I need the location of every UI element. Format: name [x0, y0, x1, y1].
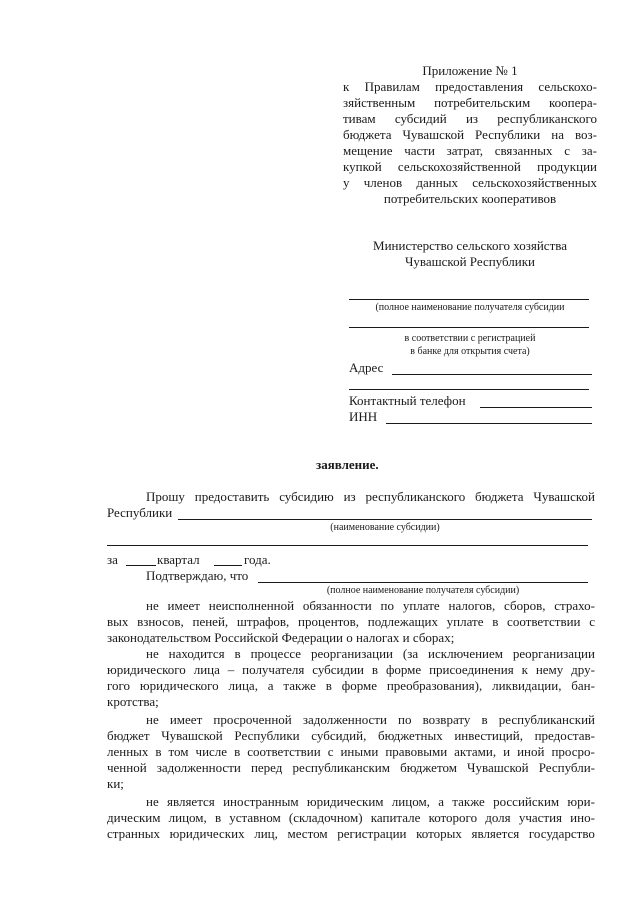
period-za: за	[107, 552, 118, 567]
word: ченной	[107, 760, 147, 775]
word: числе	[195, 744, 228, 759]
word: субсидии	[312, 662, 365, 677]
word: Правилам	[364, 79, 420, 94]
word: подлежащих	[367, 614, 438, 629]
word: не	[146, 712, 159, 727]
word: сборов,	[504, 598, 546, 613]
word: субсидию	[279, 489, 334, 504]
word: форме	[385, 662, 422, 677]
word: из	[343, 489, 356, 504]
word: пеней,	[192, 614, 229, 629]
word: коопера-	[549, 95, 597, 110]
word: правовыми	[385, 744, 448, 759]
justified-line	[343, 159, 597, 175]
word: и	[503, 744, 511, 759]
word: воз-	[574, 127, 597, 142]
word: Чувашской	[161, 728, 223, 743]
statement-heading: заявление.	[316, 457, 379, 472]
word: уплате	[402, 598, 440, 613]
word: предоставить	[194, 489, 270, 504]
appendix-last-line: потребительских кооперативов	[383, 191, 557, 206]
word: –	[227, 662, 235, 677]
word: имеет	[167, 598, 200, 613]
condition-line	[107, 810, 595, 826]
word: субсидий	[394, 111, 447, 126]
word: Чувашской	[402, 127, 465, 142]
word: странных	[107, 826, 161, 841]
word: дическим	[107, 810, 161, 825]
word: бюджета	[475, 489, 524, 504]
justified-line	[343, 79, 597, 95]
word: иной	[517, 744, 545, 759]
word: (складочном)	[288, 810, 363, 825]
word: страхо-	[554, 598, 595, 613]
justified-line	[343, 95, 597, 111]
word: участия	[518, 810, 563, 825]
word: перед	[250, 760, 283, 775]
word: Чувашской	[467, 760, 529, 775]
request-line	[146, 489, 595, 505]
word: находится	[168, 646, 225, 661]
word: преобразования),	[386, 678, 483, 693]
word: а	[438, 794, 444, 809]
word: Чувашской	[533, 489, 595, 504]
word: том	[168, 744, 189, 759]
condition-line	[107, 744, 595, 760]
request-republic-label: Республики	[107, 505, 173, 520]
word: бюджетных	[377, 728, 443, 743]
period-quarter: квартал	[157, 552, 200, 567]
word: из	[465, 111, 479, 126]
word: данных	[416, 175, 458, 190]
condition-line	[107, 678, 595, 694]
phone-field[interactable]	[480, 407, 592, 408]
word: доля	[485, 810, 511, 825]
condition-line	[107, 728, 595, 744]
word: за-	[581, 143, 597, 158]
addressee-line-2: Чувашской Республики	[404, 254, 536, 269]
word: тивам	[343, 111, 376, 126]
recipient-reg-line[interactable]	[349, 327, 589, 328]
word: возврату	[422, 712, 471, 727]
word: соответствии	[247, 744, 321, 759]
word: на	[551, 127, 564, 142]
word: бюджетом	[400, 760, 457, 775]
word: сельскохо-	[538, 79, 597, 94]
word: актами,	[454, 744, 497, 759]
condition-last-line: кротства;	[107, 694, 159, 709]
word: республиканский	[498, 712, 595, 727]
word: членов	[363, 175, 403, 190]
word: части	[404, 143, 435, 158]
recipient-name-caption: (полное наименование получателя субсидии	[375, 302, 565, 313]
word: юридического	[139, 678, 219, 693]
word: лицом,	[391, 794, 430, 809]
word: также	[283, 678, 316, 693]
word: является	[167, 794, 215, 809]
word: в	[492, 614, 499, 629]
word: задолженности	[302, 712, 387, 727]
word: продукции	[537, 159, 597, 174]
word: по	[398, 712, 412, 727]
word: исключением	[428, 646, 503, 661]
word: взносов,	[137, 614, 184, 629]
condition-line	[146, 646, 595, 662]
confirm-caption: (полное наименование получателя субсидии)	[326, 585, 520, 596]
word: в	[155, 744, 162, 759]
period-year: года.	[244, 552, 271, 567]
word: вых	[107, 614, 129, 629]
appendix-title: Приложение № 1	[422, 63, 518, 78]
word: затрат,	[446, 143, 483, 158]
word: в	[481, 712, 488, 727]
justified-line	[343, 127, 597, 143]
word: Республики	[475, 127, 541, 142]
address-field-line-2[interactable]	[349, 389, 589, 390]
word: Прошу	[146, 489, 185, 504]
condition-line	[107, 614, 595, 630]
word: форме	[341, 678, 377, 693]
condition-line	[146, 598, 595, 614]
word: в	[214, 810, 222, 825]
word: к	[521, 662, 528, 677]
addressee-line-1: Министерство сельского хозяйства	[373, 238, 567, 253]
recipient-name-line[interactable]	[349, 299, 589, 300]
year-field[interactable]	[214, 565, 242, 566]
word: которого	[428, 810, 478, 825]
word: которых	[416, 826, 462, 841]
word: лицом,	[168, 810, 207, 825]
word: бан-	[571, 678, 595, 693]
word: предостав-	[534, 728, 595, 743]
word: сельскохозяйственных	[472, 175, 597, 190]
condition-line	[146, 794, 595, 810]
address-label: Адрес	[349, 360, 384, 375]
word: налогов,	[448, 598, 496, 613]
word: присоединения	[429, 662, 514, 677]
subsidy-name-field-line-2[interactable]	[107, 545, 588, 546]
word: имеет	[169, 712, 203, 727]
word: уставном	[229, 810, 281, 825]
word: в	[371, 662, 379, 677]
word: юри-	[567, 794, 595, 809]
word: а	[267, 678, 274, 693]
word: лица,	[228, 678, 258, 693]
word: юридическим	[306, 794, 384, 809]
word: реорганизации	[512, 646, 595, 661]
word: ленных	[107, 744, 149, 759]
word: регистрации	[337, 826, 407, 841]
word: задолженности	[156, 760, 241, 775]
recipient-reg-caption-2: в банке для открытия счета)	[410, 346, 530, 357]
word: просроченной	[213, 712, 292, 727]
condition-line	[107, 662, 595, 678]
word: лица	[193, 662, 220, 677]
word: сельскохозяйственной	[397, 159, 521, 174]
word: получателя	[242, 662, 305, 677]
word: гого	[107, 678, 131, 693]
word: предоставления	[435, 79, 524, 94]
inn-label: ИНН	[349, 409, 378, 424]
word: иностранным	[223, 794, 299, 809]
confirm-label: Подтверждаю, что	[146, 568, 249, 583]
subsidy-name-field[interactable]	[178, 519, 592, 520]
word: не	[146, 646, 159, 661]
word: соответствии	[507, 614, 581, 629]
recipient-reg-caption-1: в соответствии с регистрацией	[404, 333, 536, 344]
word: у	[343, 175, 350, 190]
word: по	[380, 598, 395, 613]
word: российским	[493, 794, 560, 809]
word: государство	[528, 826, 595, 841]
word: зяйственным	[343, 95, 416, 110]
word: капитале	[370, 810, 421, 825]
word: мещение	[343, 143, 393, 158]
word: ликвидации,	[492, 678, 562, 693]
word: Республи-	[538, 760, 595, 775]
word: дру-	[571, 662, 595, 677]
word: бюджета	[343, 127, 392, 142]
condition-last-line: ки;	[107, 776, 124, 791]
word: процентов,	[298, 614, 360, 629]
word: уплате	[446, 614, 484, 629]
word: не	[146, 794, 159, 809]
quarter-field[interactable]	[126, 565, 156, 566]
word: нему	[535, 662, 564, 677]
word: юридического	[107, 662, 186, 677]
word: Республики	[234, 728, 300, 743]
condition-last-line: законодательством Российской Федерации о налогах и сборах;	[107, 630, 455, 645]
word: республиканского	[497, 111, 597, 126]
word: реорганизации	[310, 646, 394, 661]
justified-line	[343, 175, 597, 191]
word: связанных	[494, 143, 553, 158]
word: в	[234, 646, 241, 661]
word: процессе	[250, 646, 302, 661]
justified-line	[343, 111, 597, 127]
word: не	[146, 598, 159, 613]
word: (за	[402, 646, 419, 661]
word: местом	[287, 826, 328, 841]
word: в	[325, 678, 332, 693]
word: республиканского	[365, 489, 466, 504]
justified-line	[343, 143, 597, 159]
word: в	[234, 744, 241, 759]
word: также	[452, 794, 485, 809]
word: является	[471, 826, 520, 841]
word: просро-	[551, 744, 595, 759]
address-field[interactable]	[392, 374, 592, 375]
word: неисполненной	[208, 598, 295, 613]
condition-line	[107, 760, 595, 776]
condition-line	[107, 826, 595, 842]
word: иными	[340, 744, 379, 759]
condition-line	[146, 712, 595, 728]
word: потребительским	[434, 95, 531, 110]
word: с	[589, 614, 595, 629]
word: субсидий,	[311, 728, 367, 743]
inn-field[interactable]	[386, 423, 592, 424]
phone-label: Контактный телефон	[349, 393, 466, 408]
word: к	[343, 79, 350, 94]
confirm-recipient-field[interactable]	[258, 582, 588, 583]
word: ино-	[570, 810, 595, 825]
word: юридических	[169, 826, 245, 841]
word: бюджет	[107, 728, 150, 743]
word: обязанности	[302, 598, 372, 613]
word: республиканским	[292, 760, 390, 775]
word: штрафов,	[236, 614, 290, 629]
subsidy-caption: (наименование субсидии)	[330, 522, 440, 533]
word: с	[564, 143, 570, 158]
word: лиц,	[254, 826, 278, 841]
word: купкой	[343, 159, 382, 174]
word: с	[327, 744, 334, 759]
word: инвестиций,	[454, 728, 523, 743]
